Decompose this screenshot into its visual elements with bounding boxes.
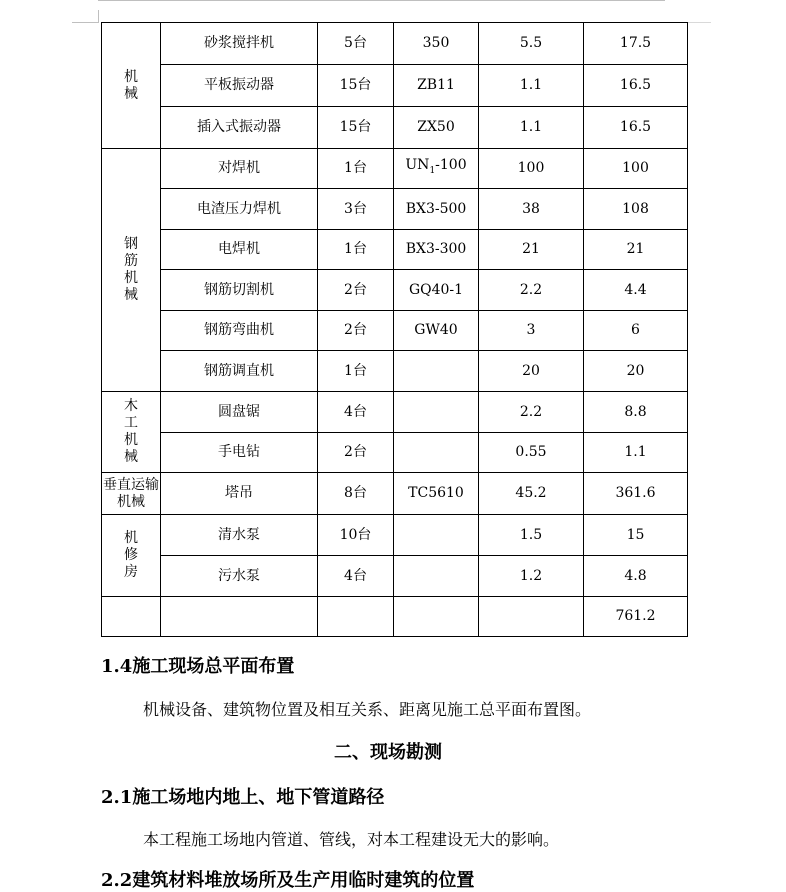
category-label: 木工机械	[124, 398, 138, 465]
quantity-cell: 2台	[318, 433, 394, 473]
equipment-name-cell: 电焊机	[161, 230, 318, 270]
unit-power-cell: 5.5	[479, 23, 584, 65]
table-row	[102, 515, 688, 556]
unit-power-cell: 21	[479, 230, 584, 270]
category-label: 机修房	[124, 530, 138, 580]
equipment-name-cell: 钢筋弯曲机	[161, 311, 318, 351]
category-label: 垂直运输机械	[103, 476, 159, 510]
equipment-power-table	[101, 22, 688, 637]
equipment-name-cell: 清水泵	[161, 515, 318, 556]
chapter-2-title: 二、现场勘测	[334, 742, 442, 763]
model-cell: $UN_1-100$	[394, 149, 479, 189]
section-1-4-title: 1.4施工现场总平面布置	[101, 656, 295, 677]
total-power-cell: 16.5	[584, 107, 688, 149]
category-cell	[102, 473, 161, 515]
equipment-name-cell: 塔吊	[161, 473, 318, 515]
model-cell: 350	[394, 23, 479, 65]
quantity-cell	[318, 597, 394, 637]
total-power-cell: 6	[584, 311, 688, 351]
equipment-name-cell: 平板振动器	[161, 65, 318, 107]
equipment-name-cell: 手电钻	[161, 433, 318, 473]
table-row	[102, 351, 688, 392]
model-cell	[394, 392, 479, 433]
equipment-name-cell: 对焊机	[161, 149, 318, 189]
quantity-cell: 15台	[318, 65, 394, 107]
quantity-cell: 1台	[318, 351, 394, 392]
equipment-name-cell	[161, 597, 318, 637]
unit-power-cell: 1.5	[479, 515, 584, 556]
quantity-cell: 4台	[318, 392, 394, 433]
quantity-cell: 15台	[318, 107, 394, 149]
table-row	[102, 597, 688, 637]
section-2-1-title: 2.1施工场地内地上、地下管道路径	[101, 787, 385, 808]
total-power-cell: 20	[584, 351, 688, 392]
total-power-cell: 16.5	[584, 65, 688, 107]
category-cell	[102, 23, 161, 149]
quantity-cell: 3台	[318, 189, 394, 230]
model-cell: GW40	[394, 311, 479, 351]
table-row	[102, 473, 688, 515]
total-power-cell: 17.5	[584, 23, 688, 65]
category-label: 机械	[124, 68, 138, 102]
model-cell: BX3-500	[394, 189, 479, 230]
category-cell	[102, 392, 161, 473]
unit-power-cell: 2.2	[479, 392, 584, 433]
unit-power-cell: 3	[479, 311, 584, 351]
quantity-cell: 1台	[318, 230, 394, 270]
equipment-name-cell: 污水泵	[161, 556, 318, 597]
model-cell: GQ40-1	[394, 270, 479, 311]
equipment-name-cell: 电渣压力焊机	[161, 189, 318, 230]
category-cell	[102, 515, 161, 597]
equipment-name-cell: 钢筋切割机	[161, 270, 318, 311]
total-power-cell: 108	[584, 189, 688, 230]
table-row	[102, 270, 688, 311]
table-row	[102, 311, 688, 351]
unit-power-cell: 2.2	[479, 270, 584, 311]
table-row	[102, 23, 688, 65]
crop-mark	[72, 10, 99, 23]
equipment-name-cell: 钢筋调直机	[161, 351, 318, 392]
table-row	[102, 149, 688, 189]
category-cell	[102, 149, 161, 392]
equipment-table-body	[102, 23, 688, 637]
total-power-cell: 100	[584, 149, 688, 189]
model-cell: TC5610	[394, 473, 479, 515]
quantity-cell: 5台	[318, 23, 394, 65]
model-cell: ZB11	[394, 65, 479, 107]
total-power-cell: 361.6	[584, 473, 688, 515]
equipment-name-cell: 插入式振动器	[161, 107, 318, 149]
total-power-cell: 761.2	[584, 597, 688, 637]
quantity-cell: 1台	[318, 149, 394, 189]
quantity-cell: 4台	[318, 556, 394, 597]
section-2-1-paragraph: 本工程施工场地内管道、管线，对本工程建设无大的影响。	[143, 830, 560, 849]
table-row	[102, 556, 688, 597]
unit-power-cell: 1.1	[479, 65, 584, 107]
model-cell	[394, 556, 479, 597]
table-row	[102, 392, 688, 433]
category-label: 钢筋机械	[124, 236, 138, 303]
total-power-cell: 1.1	[584, 433, 688, 473]
section-2-2-title: 2.2建筑材料堆放场所及生产用临时建筑的位置	[101, 870, 475, 891]
total-power-cell: 8.8	[584, 392, 688, 433]
table-row	[102, 230, 688, 270]
page-top-border	[98, 0, 665, 1]
unit-power-cell	[479, 597, 584, 637]
total-power-cell: 21	[584, 230, 688, 270]
table-row	[102, 107, 688, 149]
unit-power-cell: 20	[479, 351, 584, 392]
section-1-4-paragraph: 机械设备、建筑物位置及相互关系、距离见施工总平面布置图。	[143, 700, 592, 719]
table-row	[102, 433, 688, 473]
category-cell	[102, 597, 161, 637]
unit-power-cell: 100	[479, 149, 584, 189]
unit-power-cell: 0.55	[479, 433, 584, 473]
total-power-cell: 4.8	[584, 556, 688, 597]
unit-power-cell: 38	[479, 189, 584, 230]
table-row	[102, 189, 688, 230]
quantity-cell: 8台	[318, 473, 394, 515]
model-cell	[394, 433, 479, 473]
quantity-cell: 2台	[318, 270, 394, 311]
quantity-cell: 2台	[318, 311, 394, 351]
model-cell: ZX50	[394, 107, 479, 149]
model-cell	[394, 515, 479, 556]
model-cell	[394, 597, 479, 637]
unit-power-cell: 1.1	[479, 107, 584, 149]
equipment-name-cell: 砂浆搅拌机	[161, 23, 318, 65]
unit-power-cell: 1.2	[479, 556, 584, 597]
total-power-cell: 4.4	[584, 270, 688, 311]
unit-power-cell: 45.2	[479, 473, 584, 515]
model-cell	[394, 351, 479, 392]
total-power-cell: 15	[584, 515, 688, 556]
model-cell: BX3-300	[394, 230, 479, 270]
quantity-cell: 10台	[318, 515, 394, 556]
equipment-name-cell: 圆盘锯	[161, 392, 318, 433]
table-row	[102, 65, 688, 107]
